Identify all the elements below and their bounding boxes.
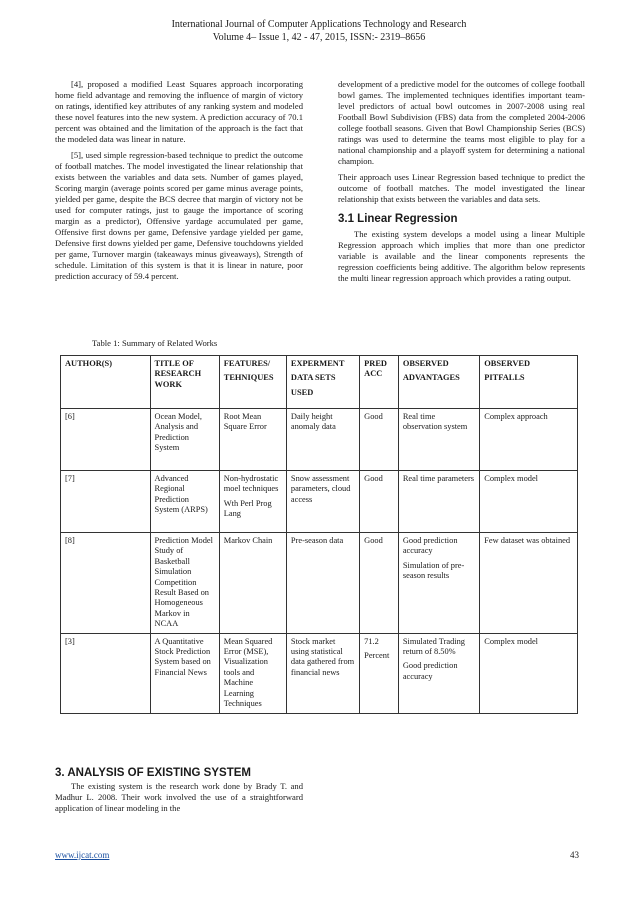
cell-pred: Good [360,409,399,471]
paragraph-linear-approach: Their approach uses Linear Regression based technique to predict the outcome of football matches. The model investigated the linear relationship that exists between the variables and data sets. [338,172,585,204]
header-features-line1: FEATURES/ [223,359,271,368]
journal-website-link[interactable]: www.ijcat.com [55,850,110,860]
table-caption: Table 1: Summary of Related Works [92,338,218,348]
cell-author: [6] [61,409,151,471]
cell-pred: Good [360,533,399,634]
cell-pred-line2: Percent [364,651,390,661]
cell-advantages [398,633,479,713]
paragraph-bowl-model: development of a predictive model for the outcomes of college football bowl games. The implemented techniques identifies important team-level predictors of actual bowl outcomes in 2007-2008 using real Football Bowl Subdivision (FBS) data from the completed 2004-2006 college football seasons. Given that Bowl Championship Series (BCS) ratings was used to determine the teams most eligible to play for a national championship and a playoff system for determining a national champion. [338,79,585,166]
cell-features: Markov Chain [219,533,286,634]
page-number: 43 [570,850,579,860]
cell-advantages: Real time observation system [398,409,479,471]
cell-pitfalls: Complex approach [480,409,578,471]
cell-advantages [398,533,479,634]
cell-pitfalls: Complex model [480,633,578,713]
cell-title: Ocean Model, Analysis and Prediction System [150,409,219,471]
left-column [55,79,303,287]
header-experiment-line3: USED [290,387,314,397]
header-advantages [398,356,479,409]
cell-adv-line2: Good prediction accuracy [402,661,458,681]
cell-pitfalls: Few dataset was obtained [480,533,578,634]
cell-advantages: Real time parameters [398,471,479,533]
table-header-row [61,356,578,409]
cell-pred-line1: 71.2 [364,636,379,646]
cell-author: [3] [61,633,151,713]
paragraph-ref-4: [4], proposed a modified Least Squares approach incorporating home field advantage and removing the influence of margin of victory on ratings, identified key attributes of any ranking system and modeled these novel features into the new system. A prediction accuracy of 70.1 percent was obtained and the limitation of the approach is the fact that the modeled data was linear in nature. [55,79,303,144]
cell-title: Prediction Model Study of Basketball Simulation Competition Result Based on Homogeneous Markov in NCAA [150,533,219,634]
cell-adv-line1: Good prediction accuracy [402,536,458,556]
cell-pitfalls: Complex model [480,471,578,533]
header-pit-line2: PITFALLS [484,373,525,383]
cell-title: Advanced Regional Prediction System (ARPS) [150,471,219,533]
paragraph-existing-system: The existing system is the research work done by Brady T. and Madhur L. 2008. Their work involved the use of a straightforward application of linear modeling in the [55,781,303,813]
cell-experiment: Snow assessment parameters, cloud access [286,471,359,533]
cell-experiment: Stock market using statistical data gathered from financial news [286,633,359,713]
cell-adv-line2: Simulation of pre-season results [402,560,465,581]
header-author: AUTHOR(S) [61,356,151,409]
header-features [219,356,286,409]
header-pit-line1: OBSERVED [484,359,531,368]
header-adv-line2: ADVANTAGES [402,373,460,383]
header-pitfalls [480,356,578,409]
cell-author: [7] [61,471,151,533]
table-row [61,471,578,533]
cell-features: Mean Squared Error (MSE), Visualization tools and Machine Learning Techniques [219,633,286,713]
cell-pred [360,633,399,713]
existing-system-section [55,768,303,814]
header-title: TITLE OF RESEARCH WORK [150,356,219,409]
header-pred: PRED ACC [360,356,399,409]
cell-features-line1: Non-hydrostatic moel techniques [223,474,279,494]
section-heading-existing-system: 3. ANALYSIS OF EXISTING SYSTEM [55,767,251,779]
journal-volume: Volume 4– Issue 1, 42 - 47, 2015, ISSN:- 2319–8656 [212,32,426,43]
cell-author: [8] [61,533,151,634]
cell-features: Root Mean Square Error [219,409,286,471]
header-features-line2: TEHNIQUES [223,373,274,383]
table-row [61,409,578,471]
table-row [61,533,578,634]
header-experiment [286,356,359,409]
cell-adv-line1: Simulated Trading return of 8.50% [402,636,465,657]
journal-header [0,18,638,44]
section-heading-linear-regression: 3.1 Linear Regression [338,213,458,225]
cell-title: A Quantitative Stock Prediction System based on Financial News [150,633,219,713]
cell-pred: Good [360,471,399,533]
header-experiment-line1: EXPERMENT [290,359,345,368]
cell-experiment: Pre-season data [286,533,359,634]
paragraph-linear-regression: The existing system develops a model using a linear Multiple Regression approach which implies that more than one predictor variable is available and the linear components represents the regression coefficients being additive. The algorithm below represents the multi linear regression approach which provides a rating output. [338,229,585,283]
related-works-table [60,355,578,714]
table-row [61,633,578,713]
header-experiment-line2: DATA SETS [290,373,336,383]
journal-title: International Journal of Computer Applications Technology and Research [171,19,467,30]
header-adv-line1: OBSERVED [402,359,449,368]
cell-experiment: Daily height anomaly data [286,409,359,471]
paragraph-ref-5: [5], used simple regression-based technique to predict the outcome of football matches. The model investigated the linear relationship that exists between the variables and data sets. Number of games played, Scoring margin (average points scored per game minus average points, yielded per game, despite the BCS decree that margin of victory not be used for computer ratings, just to gauge the importance of scoring margin as a predictor), Offensive yardage accumulated per game, Offensive first downs per game, Defensive yardage yielded per game, Defensive first downs yielded per game, Defensive touchdowns yielded per game, Turnover margin (takeaways minus giveaways), Strength of schedule. Limitation of this system is that it is linear in nature, poor prediction accuracy of 59.4 percent. [55,150,303,281]
right-column [338,79,585,289]
cell-features-line2: Wth Perl Prog Lang [223,498,272,519]
cell-features [219,471,286,533]
